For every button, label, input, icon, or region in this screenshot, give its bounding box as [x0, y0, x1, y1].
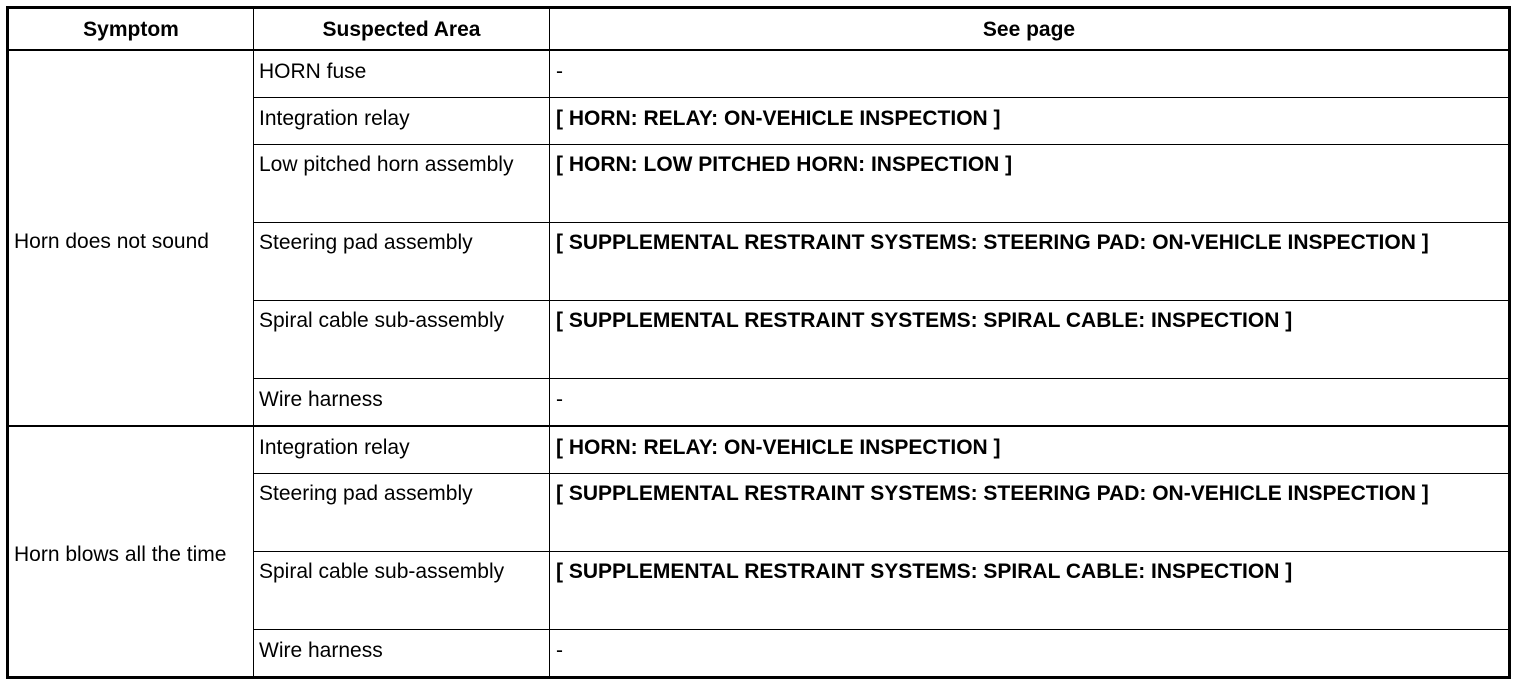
symptom-cell: Horn does not sound [8, 50, 254, 426]
see-page-cell: - [550, 379, 1510, 427]
suspected-area-cell: Spiral cable sub-assembly [254, 301, 550, 379]
see-page-link[interactable]: [ HORN: RELAY: ON-VEHICLE INSPECTION ] [550, 98, 1510, 145]
table-row [8, 426, 1510, 474]
header-suspected-area: Suspected Area [254, 8, 550, 51]
see-page-cell: - [550, 50, 1510, 98]
see-page-link[interactable]: [ SUPPLEMENTAL RESTRAINT SYSTEMS: SPIRAL CABLE: INSPECTION ] [550, 552, 1510, 630]
suspected-area-cell: Spiral cable sub-assembly [254, 552, 550, 630]
see-page-link[interactable]: [ SUPPLEMENTAL RESTRAINT SYSTEMS: STEERING PAD: ON-VEHICLE INSPECTION ] [550, 223, 1510, 301]
suspected-area-cell: Wire harness [254, 630, 550, 678]
see-page-link[interactable]: [ HORN: RELAY: ON-VEHICLE INSPECTION ] [550, 426, 1510, 474]
see-page-link[interactable]: [ HORN: LOW PITCHED HORN: INSPECTION ] [550, 145, 1510, 223]
troubleshooting-table [6, 6, 1511, 679]
symptom-group [8, 50, 1510, 426]
header-see-page: See page [550, 8, 1510, 51]
see-page-link[interactable]: [ SUPPLEMENTAL RESTRAINT SYSTEMS: SPIRAL CABLE: INSPECTION ] [550, 301, 1510, 379]
suspected-area-cell: Steering pad assembly [254, 223, 550, 301]
header-row [8, 8, 1510, 51]
header-symptom: Symptom [8, 8, 254, 51]
table-row [8, 50, 1510, 98]
suspected-area-cell: Integration relay [254, 98, 550, 145]
suspected-area-cell: HORN fuse [254, 50, 550, 98]
suspected-area-cell: Wire harness [254, 379, 550, 427]
suspected-area-cell: Low pitched horn assembly [254, 145, 550, 223]
suspected-area-cell: Steering pad assembly [254, 474, 550, 552]
suspected-area-cell: Integration relay [254, 426, 550, 474]
symptom-cell: Horn blows all the time [8, 426, 254, 678]
see-page-cell: - [550, 630, 1510, 678]
symptom-group [8, 426, 1510, 678]
see-page-link[interactable]: [ SUPPLEMENTAL RESTRAINT SYSTEMS: STEERING PAD: ON-VEHICLE INSPECTION ] [550, 474, 1510, 552]
